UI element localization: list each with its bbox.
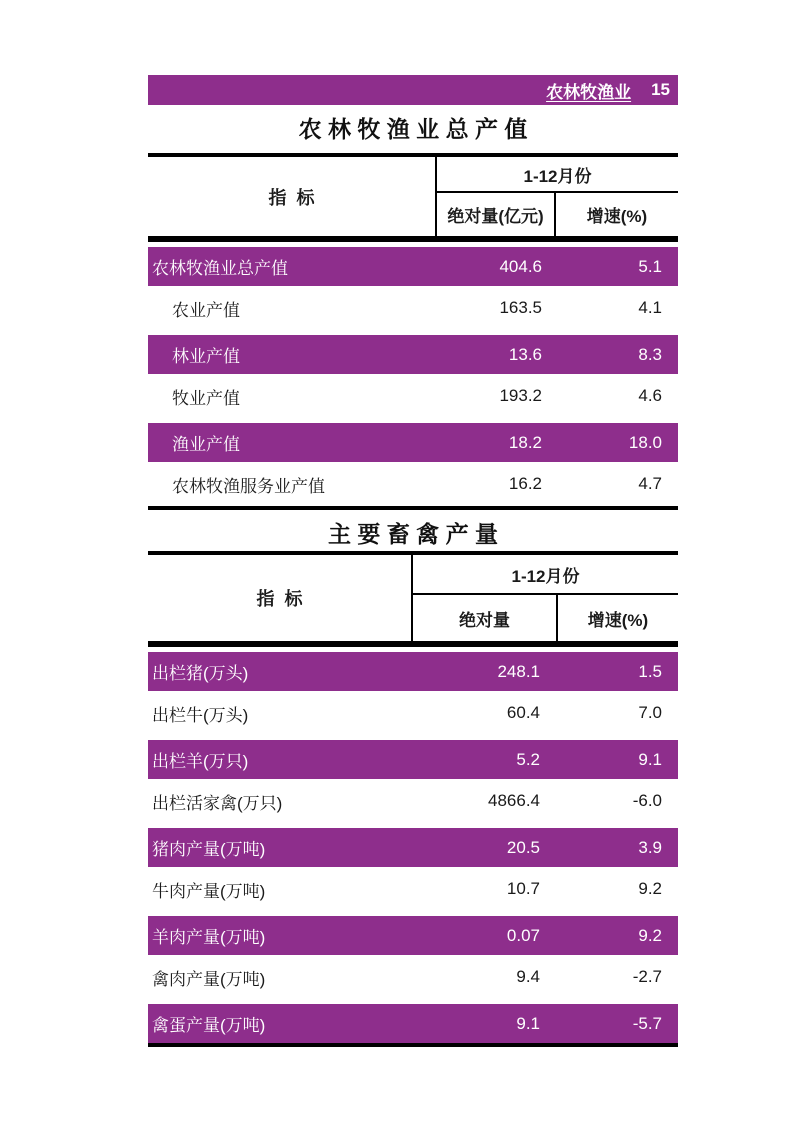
row-absolute-value: 4866.4 <box>488 791 540 810</box>
table-row <box>148 462 678 506</box>
row-absolute-value: 10.7 <box>506 879 540 898</box>
table-row <box>148 286 678 330</box>
table1-body <box>148 242 678 506</box>
row-indicator-label: 出栏牛(万头) <box>152 705 249 725</box>
row-growth-value: 9.2 <box>638 879 662 898</box>
row-growth-value: 3.9 <box>638 837 662 857</box>
table-row <box>148 330 678 374</box>
row-absolute-value: 193.2 <box>499 386 542 405</box>
row-absolute-value: 13.6 <box>508 344 542 364</box>
row-growth-value: 9.2 <box>638 925 662 945</box>
row-growth-value: 4.6 <box>638 386 662 405</box>
table2-title: 主 要 畜 禽 产 量 <box>328 521 498 547</box>
section-label: 农林牧渔业 <box>546 82 632 102</box>
row-indicator-label: 羊肉产量(万吨) <box>152 928 266 947</box>
row-absolute-value: 60.4 <box>506 703 540 722</box>
row-absolute-value: 16.2 <box>508 474 542 493</box>
row-indicator-label: 出栏活家禽(万只) <box>152 793 283 813</box>
row-absolute-value: 18.2 <box>508 432 542 452</box>
row-growth-value: -2.7 <box>632 967 662 986</box>
row-absolute-value: 0.07 <box>506 925 540 945</box>
row-growth-value: 4.7 <box>638 474 662 493</box>
row-growth-value: 7.0 <box>638 703 662 722</box>
row-indicator-label: 出栏猪(万头) <box>152 664 249 683</box>
table1-subheaders <box>437 193 678 236</box>
table-row <box>148 374 678 418</box>
table-row <box>148 647 678 691</box>
row-absolute-value: 163.5 <box>499 298 542 317</box>
table-row <box>148 955 678 999</box>
row-indicator-label: 农业产值 <box>172 300 240 320</box>
table1-absolute-header: 绝对量(亿元) <box>437 193 556 236</box>
table-row <box>148 691 678 735</box>
table1-indicator-header: 指 标 <box>148 157 437 236</box>
row-growth-value: -6.0 <box>632 791 662 810</box>
table1-period-header: 1-12月份 <box>437 157 678 193</box>
row-indicator-label: 渔业产值 <box>172 435 240 454</box>
row-indicator-label: 林业产值 <box>172 347 240 366</box>
table2-indicator-header: 指 标 <box>148 555 413 641</box>
table2-growth-header: 增速(%) <box>587 610 649 630</box>
table2-subheaders <box>413 595 678 641</box>
row-growth-value: 4.1 <box>638 298 662 317</box>
table2-absolute-header: 绝对量 <box>413 595 558 641</box>
livestock-table <box>148 551 678 1047</box>
table1-title: 农 林 牧 渔 业 总 产 值 <box>298 116 528 142</box>
table-row <box>148 779 678 823</box>
table2-body <box>148 647 678 1043</box>
table-row <box>148 999 678 1043</box>
table2-period-group <box>413 555 678 641</box>
page-number: 15 <box>651 80 670 99</box>
row-indicator-label: 农林牧渔业总产值 <box>152 259 288 278</box>
row-absolute-value: 248.1 <box>497 661 540 681</box>
row-absolute-value: 9.4 <box>516 967 540 986</box>
row-indicator-label: 牛肉产量(万吨) <box>152 881 266 901</box>
table2-header <box>148 555 678 647</box>
row-growth-value: 9.1 <box>638 749 662 769</box>
table1-growth-header: 增速(%) <box>586 207 648 226</box>
row-growth-value: 1.5 <box>638 661 662 681</box>
row-indicator-label: 猪肉产量(万吨) <box>152 840 266 859</box>
table1-header <box>148 157 678 242</box>
table-row <box>148 867 678 911</box>
row-growth-value: 5.1 <box>638 256 662 276</box>
row-indicator-label: 出栏羊(万只) <box>152 752 249 771</box>
table-row <box>148 735 678 779</box>
row-absolute-value: 20.5 <box>506 837 540 857</box>
table2-period-header: 1-12月份 <box>413 555 678 595</box>
table1-period-group <box>437 157 678 236</box>
row-growth-value: -5.7 <box>632 1013 662 1033</box>
row-indicator-label: 农林牧渔服务业产值 <box>172 476 325 496</box>
row-growth-value: 18.0 <box>628 432 662 452</box>
row-indicator-label: 牧业产值 <box>172 388 240 408</box>
table-row <box>148 418 678 462</box>
row-indicator-label: 禽肉产量(万吨) <box>152 969 266 989</box>
table-row <box>148 823 678 867</box>
section-header-bar <box>148 75 678 105</box>
row-growth-value: 8.3 <box>638 344 662 364</box>
row-absolute-value: 404.6 <box>499 256 542 276</box>
row-indicator-label: 禽蛋产量(万吨) <box>152 1016 266 1035</box>
page-content <box>148 0 678 1047</box>
row-absolute-value: 5.2 <box>516 749 540 769</box>
table-row <box>148 911 678 955</box>
row-absolute-value: 9.1 <box>516 1013 540 1033</box>
output-value-table <box>148 153 678 510</box>
table-row <box>148 242 678 286</box>
